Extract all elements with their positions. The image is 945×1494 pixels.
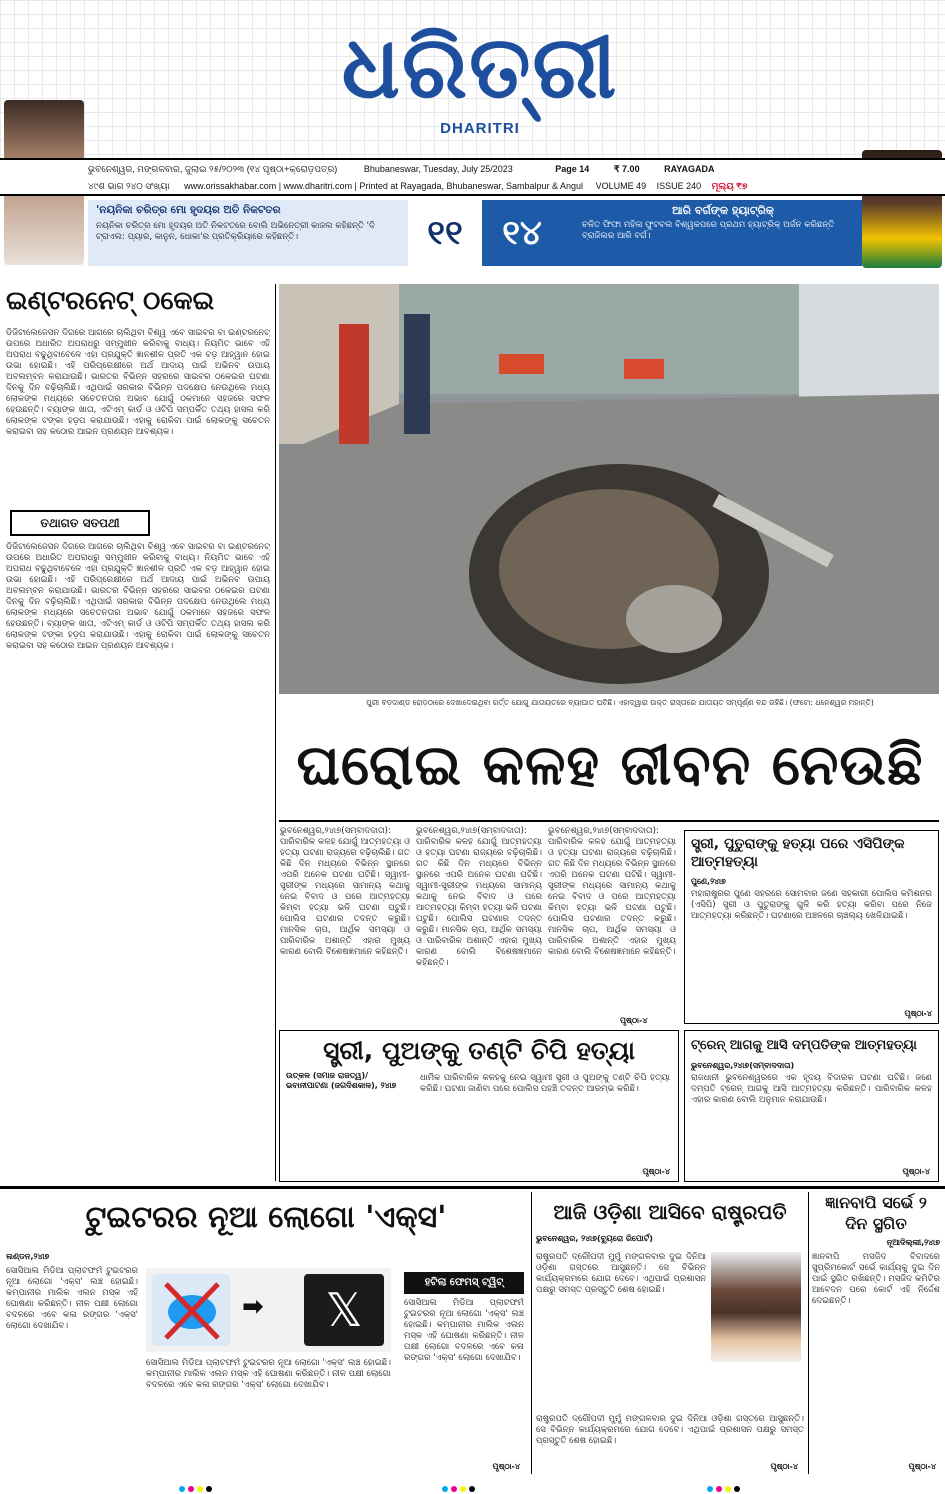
story-president bbox=[536, 1192, 804, 1474]
main-story-body-col1: ଭୁବନେଶ୍ୱର,୨୪ା୭(ସମ୍ବାଦଦାତା): ପାରିବାରିକ କଳହ ଯୋଗୁଁ ଆତ୍ମହତ୍ୟା ଓ ହତ୍ୟା ଘଟଣା ରାଜ୍ୟରେ ବଢ଼ିଚାଲିଛି। ଗତ କିଛି ଦିନ ମଧ୍ୟରେ ବିଭିନ୍ନ ସ୍ଥାନରେ ଏପରି ଅନେକ ଘଟଣା ଘଟିଛି। ସ୍ୱାମୀ-ସ୍ତ୍ରୀଙ୍କ ମଧ୍ୟରେ ସାମାନ୍ୟ କଥାକୁ ନେଇ ବିବାଦ ଓ ପରେ ଆତ୍ମହତ୍ୟା କିମ୍ବା ହତ୍ୟା ଭଳି ଘଟଣା ଘଟୁଛି। ପୋଲିସ ଘଟଣାର ତଦନ୍ତ କରୁଛି। ମାନସିକ ଚାପ, ଆର୍ଥିକ ସମସ୍ୟା ଓ ପାରିବାରିକ ଅଶାନ୍ତି ଏହାର ମୁଖ୍ୟ କାରଣ ବୋଲି ବିଶେଷଜ୍ଞମାନେ କହିଛନ୍ତି। bbox=[280, 826, 410, 957]
story-gyanvapi-body: ଜ୍ଞାନବାପି ମସଜିଦ ବିବାଦରେ ସୁପ୍ରିମକୋର୍ଟ ସର୍ଭେ କାର୍ଯ୍ୟକୁ ଦୁଇ ଦିନ ପାଇଁ ସ୍ଥଗିତ ରଖିଛନ୍ତି। ମସଜିଦ କମିଟିର ଆବେଦନ ପରେ କୋର୍ଟ ଏହି ନିର୍ଦ୍ଦେଶ ଦେଇଛନ୍ତି। bbox=[812, 1252, 940, 1306]
story-gyanvapi-continued[interactable]: ପୃଷ୍ଠା-୪ bbox=[908, 1462, 936, 1471]
pothole-photo bbox=[279, 284, 939, 694]
president-photo bbox=[711, 1252, 801, 1362]
story-wife-son-headline: ସ୍ତ୍ରୀ, ପୁଅଙ୍କୁ ତଣ୍ଟି ଚିପି ହତ୍ୟା bbox=[323, 1036, 635, 1065]
story-train-box bbox=[684, 1030, 939, 1182]
odia-date: ଭୁବନେଶ୍ୱର, ମଙ୍ଗଳବାର, ଜୁଲାଇ ୨୫/୨୦୨୩ (୧୪ ପୃଷ୍ଠା+କ୍ରୋଡ଼ପତ୍ର) bbox=[88, 164, 338, 174]
photo-caption: ପୁରୀ ବଡ଼ଦାଣ୍ଡ ରୋଡ଼ଠାରେ ଦେଖାଦେଇଥିବା ଗର୍ତ୍ତ ଯୋଗୁ ଯାତାୟତରେ ବ୍ୟାଘାତ ଘଟିଛି। ଏହାଦ୍ୱାରା ଉକ୍ତ ରାସ୍ତାରେ ଯାତାୟତ ସମ୍ପୂର୍ଣ୍ଣ ବନ୍ଦ ରହିଛି। (ଫଟୋ: ଧନେଶ୍ୱର ମହାନ୍ତି) bbox=[366, 698, 874, 707]
story-president-continued[interactable]: ପୃଷ୍ଠା-୪ bbox=[770, 1462, 798, 1471]
promo-right[interactable] bbox=[562, 200, 862, 266]
story-twitter-headline: ଟୁଇଟରର ନୂଆ ଲୋଗୋ 'ଏକ୍ସ' bbox=[85, 1200, 447, 1235]
story-wife-son-box bbox=[279, 1030, 679, 1182]
logo-odia: ଧରିତ୍ରୀ bbox=[341, 17, 619, 118]
main-rule bbox=[279, 820, 939, 822]
story-gyanvapi-dateline: ନୂଆଦିଲ୍ଲୀ,୨୪ା୭ bbox=[886, 1238, 940, 1247]
bottom-rule-2 bbox=[808, 1192, 809, 1474]
story-train-continued[interactable]: ପୃଷ୍ଠା-୪ bbox=[902, 1167, 930, 1176]
story-twitter-body-col3: ସୋସିଆଲ ମିଡିଆ ପ୍ଲାଟଫର୍ମ ଟୁଇଟରର ନୂଆ ଲୋଗୋ 'ଏକ୍ସ' ଲଞ୍ଚ ହୋଇଛି। କମ୍ପାନୀର ମାଲିକ ଏଲନ ମସ୍କ ଏହି ଘୋଷଣା କରିଛନ୍ତି। ନୀଳ ପକ୍ଷୀ ଲୋଗୋ ବଦଳରେ ଏବେ କଳା ରଙ୍ଗର 'ଏକ୍ସ' ଲୋଗୋ ଦେଖାଯିବ। bbox=[404, 1298, 524, 1363]
registration-dots bbox=[0, 1483, 945, 1494]
main-story-body-col3: ଭୁବନେଶ୍ୱର,୨୪ା୭(ସମ୍ବାଦଦାତା): ପାରିବାରିକ କଳହ ଯୋଗୁଁ ଆତ୍ମହତ୍ୟା ଓ ହତ୍ୟା ଘଟଣା ରାଜ୍ୟରେ ବଢ଼ିଚାଲିଛି। ଗତ କିଛି ଦିନ ମଧ୍ୟରେ ବିଭିନ୍ନ ସ୍ଥାନରେ ଏପରି ଅନେକ ଘଟଣା ଘଟିଛି। ସ୍ୱାମୀ-ସ୍ତ୍ରୀଙ୍କ ମଧ୍ୟରେ ସାମାନ୍ୟ କଥାକୁ ନେଇ ବିବାଦ ଓ ପରେ ଆତ୍ମହତ୍ୟା କିମ୍ବା ହତ୍ୟା ଭଳି ଘଟଣା ଘଟୁଛି। ପୋଲିସ ଘଟଣାର ତଦନ୍ତ କରୁଛି। ମାନସିକ ଚାପ, ଆର୍ଥିକ ସମସ୍ୟା ଓ ପାରିବାରିକ ଅଶାନ୍ତି ଏହାର ମୁଖ୍ୟ କାରଣ ବୋଲି ବିଶେଷଜ୍ଞମାନେ କହିଛନ୍ତି। bbox=[548, 826, 676, 957]
main-story-continued[interactable]: ପୃଷ୍ଠା-୪ bbox=[620, 1016, 648, 1025]
story-twitter-continued[interactable]: ପୃଷ୍ଠା-୪ bbox=[492, 1462, 520, 1471]
bottom-rule-1 bbox=[531, 1192, 532, 1474]
promo-left-body: ନୟନିକା ଚରିତ୍ର ମୋ ହୃଦୟର ଅତି ନିକଟତରେ ବୋଲି ଅଭିନେତ୍ରୀ କାଜଲ କହିଛନ୍ତି 'ଦି ଟ୍ରାଏଲ: ପ୍ୟାର, କାନୁନ, ଧୋକା'ର ପ୍ରତିକ୍ରିୟାରେ କହିଛନ୍ତି। bbox=[96, 221, 375, 242]
main-story-body-col2: ଭୁବନେଶ୍ୱର,୨୪ା୭(ସମ୍ବାଦଦାତା): ପାରିବାରିକ କଳହ ଯୋଗୁଁ ଆତ୍ମହତ୍ୟା ଓ ହତ୍ୟା ଘଟଣା ରାଜ୍ୟରେ ବଢ଼ିଚାଲିଛି। ଗତ କିଛି ଦିନ ମଧ୍ୟରେ ବିଭିନ୍ନ ସ୍ଥାନରେ ଏପରି ଅନେକ ଘଟଣା ଘଟିଛି। ସ୍ୱାମୀ-ସ୍ତ୍ରୀଙ୍କ ମଧ୍ୟରେ ସାମାନ୍ୟ କଥାକୁ ନେଇ ବିବାଦ ଓ ପରେ ଆତ୍ମହତ୍ୟା କିମ୍ବା ହତ୍ୟା ଭଳି ଘଟଣା ଘଟୁଛି। ପୋଲିସ ଘଟଣାର ତଦନ୍ତ କରୁଛି। ମାନସିକ ଚାପ, ଆର୍ଥିକ ସମସ୍ୟା ଓ ପାରିବାରିକ ଅଶାନ୍ତି ଏହାର ମୁଖ୍ୟ କାରଣ ବୋଲି ବିଶେଷଜ୍ଞମାନେ କହିଛନ୍ତି। bbox=[416, 826, 542, 968]
story-twitter-body-col2: ସୋସିଆଲ ମିଡିଆ ପ୍ଲାଟଫର୍ମ ଟୁଇଟରର ନୂଆ ଲୋଗୋ 'ଏକ୍ସ' ଲଞ୍ଚ ହୋଇଛି। କମ୍ପାନୀର ମାଲିକ ଏଲନ ମସ୍କ ଏହି ଘୋଷଣା କରିଛନ୍ତି। ନୀଳ ପକ୍ଷୀ ଲୋଗୋ ବଦଳରେ ଏବେ କଳା ରଙ୍ଗର 'ଏକ୍ସ' ଲୋଗୋ ଦେଖାଯିବ। bbox=[146, 1358, 391, 1390]
story-train-body: ରାଜଧାନୀ ଭୁବନେଶ୍ୱରରେ ଏକ ହୃଦୟ ବିଦାରକ ଘଟଣା ଘଟିଛି। ଜଣେ ଦମ୍ପତି ଟ୍ରେନ୍ ଆଗକୁ ଆସି ଆତ୍ମହତ୍ୟା କରିଛନ୍ତି। ପାରିବାରିକ କଳହ ଏହାର କାରଣ ବୋଲି ଅନୁମାନ କରାଯାଉଛି। bbox=[691, 1073, 932, 1105]
story-twitter-body-col1: ସୋସିଆଲ ମିଡିଆ ପ୍ଲାଟଫର୍ମ ଟୁଇଟରର ନୂଆ ଲୋଗୋ 'ଏକ୍ସ' ଲଞ୍ଚ ହୋଇଛି। କମ୍ପାନୀର ମାଲିକ ଏଲନ ମସ୍କ ଏହି ଘୋଷଣା କରିଛନ୍ତି। ନୀଳ ପକ୍ଷୀ ଲୋଗୋ ବଦଳରେ ଏବେ କଳା ରଙ୍ଗର 'ଏକ୍ସ' ଲୋଗୋ ଦେଖାଯିବ। bbox=[6, 1266, 138, 1331]
story-asi-headline: ସ୍ତ୍ରୀ, ପୁତୁରାଙ୍କୁ ହତ୍ୟା ପରେ ଏସିପିଙ୍କ ଆତ୍ମହତ୍ୟା bbox=[691, 836, 905, 870]
odia-price: ମୂଲ୍ୟ ₹୭ bbox=[711, 181, 748, 191]
odia-volume: ୪୯ଶ ଭାଗ ୨୪୦ ସଂଖ୍ୟା bbox=[88, 181, 170, 191]
photo-illustration bbox=[279, 284, 939, 694]
article-internet-body-continued: ଡିଜିଟାଲେଜେସନ ଦିଗରେ ଆଗରେ ଚାଲିଥିବା ବିଶ୍ୱ ଏବେ ସାଇବର ବା ଇଣ୍ଟରନେଟ୍ ଉପରେ ଅଧାରିତ ଅପରାଧରୁ ସମ୍ମୁଖୀନ କରିବାକୁ ବାଧ୍ୟ। ନିୟମିତ ଭାବେ ଏହି ଅପରାଧ ବଢୁଥିବାବେଳେ ଏହା ପ୍ରଯୁକ୍ତି ଜ୍ଞାନଶୀଳ ପ୍ରତି ଏକ ବଡ଼ ଆହ୍ୱାନ ହୋଇ ଉଭା ହୋଇଛି। ଏହି ପରିପ୍ରେକ୍ଷୀରେ ଅର୍ଥ ଆଦାୟ ପାଇଁ ଅଭିନବ ଉପାୟ ଅବଲମ୍ବନ କରାଯାଉଛି। ଭାରତର ବିଭିନ୍ନ ସହରରେ ସାଇବର ଠକେଇର ଘଟଣା ଦିନକୁ ଦିନ ବଢ଼ିଚାଲିଛି। ଏଥିପାଇଁ ସରକାର ବିଭିନ୍ନ ପଦକ୍ଷେପ ନେଉଥିଲେ ମଧ୍ୟ ଲୋକଙ୍କ ମଧ୍ୟରେ ସଚେତନତାର ଅଭାବ ଯୋଗୁଁ ଠକମାନେ ସହଜରେ ସଫଳ ହେଉଛନ୍ତି। ବ୍ୟାଙ୍କ ଖାତା, ଏଟିଏମ୍ କାର୍ଡ ଓ ଓଟିପି ସମ୍ପର୍କିତ ତଥ୍ୟ ହାସଲ କରି ଲୋକଙ୍କ ଟଙ୍କା ହଡ଼ପ କରାଯାଉଛି। ଏହାକୁ ରୋକିବା ପାଇଁ ଲୋକଙ୍କୁ ସଚେତନ କରାଇବା ସହ କଠୋର ଆଇନ ପ୍ରଣୟନ ଆବଶ୍ୟକ। bbox=[6, 542, 270, 651]
story-asi-dateline: ପୁଣେ,୨୪ା୭ bbox=[691, 877, 726, 886]
price: ₹ 7.00 bbox=[613, 164, 640, 174]
column-rule bbox=[275, 284, 276, 1181]
promo-left-title: 'ନୟନିକା ଚରିତ୍ର ମୋ ହୃଦୟର ଅତି ନିକଟତର bbox=[96, 204, 281, 216]
promo-page-left bbox=[408, 200, 482, 266]
bottom-section-rule bbox=[0, 1186, 945, 1189]
promo-page-right bbox=[482, 200, 562, 266]
main-story-headline: ଘରୋଇ କଳହ ଜୀବନ ନେଉଛି bbox=[296, 733, 924, 798]
promo-page-right-number: ୧୪ bbox=[502, 213, 542, 253]
story-president-headline: ଆଜି ଓଡ଼ିଶା ଆସିବେ ରାଷ୍ଟ୍ରପତି bbox=[553, 1200, 787, 1224]
english-date: Bhubaneswar, Tuesday, July 25/2023 bbox=[363, 164, 513, 174]
story-twitter-dateline: ଲଣ୍ଡନ,୨୪ା୭ bbox=[6, 1252, 50, 1261]
story-gyanvapi bbox=[812, 1192, 940, 1474]
logo-english: DHARITRI bbox=[440, 120, 520, 137]
story-asi-box bbox=[684, 830, 939, 1024]
story-wife-son-dateline: ଉତ୍କଳ (ସମାଜ ରାଜତ୍ୱ)/ ଭବାନୀପାଟଣା (ଜଗଦିଶକାଳ), ୨୪ା୭ bbox=[286, 1071, 397, 1090]
article-internet-headline: ଇଣ୍ଟରନେଟ୍ ଠକେଇ bbox=[6, 286, 215, 316]
story-train-headline: ଟ୍ରେନ୍ ଆଗକୁ ଆସି ଦମ୍ପତିଙ୍କ ଆତ୍ମହତ୍ୟା bbox=[691, 1038, 917, 1053]
websites: www.orissakhabar.com | www.dharitri.com | Printed at Rayagada, Bhubaneswar, Sambalpur & Angul bbox=[184, 181, 584, 191]
story-wife-son-continued[interactable]: ପୃଷ୍ଠା-୪ bbox=[642, 1167, 670, 1176]
registration-marks bbox=[0, 1480, 945, 1492]
story-president-body-continued: ରାଷ୍ଟ୍ରପତି ଦ୍ରୌପଦୀ ମୁର୍ମୁ ମଙ୍ଗଳବାର ଦୁଇ ଦିନିଆ ଓଡ଼ିଶା ଗସ୍ତରେ ଆସୁଛନ୍ତି। ସେ ବିଭିନ୍ନ କାର୍ଯ୍ୟକ୍ରମରେ ଯୋଗ ଦେବେ। ଏଥିପାଇଁ ପ୍ରଶାସନ ପକ୍ଷରୁ ସମସ୍ତ ପ୍ରସ୍ତୁତି ଶେଷ ହୋଇଛି। bbox=[536, 1414, 804, 1446]
x-logo-icon: 𝕏 bbox=[304, 1274, 384, 1346]
story-twitter bbox=[6, 1192, 526, 1474]
promo-right-title: ଆରି ବର୍ଗଙ୍କ ହ୍ୟାଟ୍ରିକ୍ bbox=[672, 204, 774, 217]
story-president-body: ରାଷ୍ଟ୍ରପତି ଦ୍ରୌପଦୀ ମୁର୍ମୁ ମଙ୍ଗଳବାର ଦୁଇ ଦିନିଆ ଓଡ଼ିଶା ଗସ୍ତରେ ଆସୁଛନ୍ତି। ସେ ବିଭିନ୍ନ କାର୍ଯ୍ୟକ୍ରମରେ ଯୋଗ ଦେବେ। ଏଥିପାଇଁ ପ୍ରଶାସନ ପକ୍ଷରୁ ସମସ୍ତ ପ୍ରସ୍ତୁତି ଶେଷ ହୋଇଛି। bbox=[536, 1252, 706, 1295]
twitter-bird-icon bbox=[152, 1274, 230, 1346]
info-bar bbox=[0, 158, 945, 196]
article-internet bbox=[6, 284, 270, 1181]
edition: RAYAGADA bbox=[664, 164, 715, 174]
article-internet-body: ଡିଜିଟାଲେଜେସନ ଦିଗରେ ଆଗରେ ଚାଲିଥିବା ବିଶ୍ୱ ଏବେ ସାଇବର ବା ଇଣ୍ଟରନେଟ୍ ଉପରେ ଅଧାରିତ ଅପରାଧରୁ ସମ୍ମୁଖୀନ କରିବାକୁ ବାଧ୍ୟ। ନିୟମିତ ଭାବେ ଏହି ଅପରାଧ ବଢୁଥିବାବେଳେ ଏହା ପ୍ରଯୁକ୍ତି ଜ୍ଞାନଶୀଳ ପ୍ରତି ଏକ ବଡ଼ ଆହ୍ୱାନ ହୋଇ ଉଭା ହୋଇଛି। ଏହି ପରିପ୍ରେକ୍ଷୀରେ ଅର୍ଥ ଆଦାୟ ପାଇଁ ଅଭିନବ ଉପାୟ ଅବଲମ୍ବନ କରାଯାଉଛି। ଭାରତର ବିଭିନ୍ନ ସହରରେ ସାଇବର ଠକେଇର ଘଟଣା ଦିନକୁ ଦିନ ବଢ଼ିଚାଲିଛି। ଏଥିପାଇଁ ସରକାର ବିଭିନ୍ନ ପଦକ୍ଷେପ ନେଉଥିଲେ ମଧ୍ୟ ଲୋକଙ୍କ ମଧ୍ୟରେ ସଚେତନତାର ଅଭାବ ଯୋଗୁଁ ଠକମାନେ ସହଜରେ ସଫଳ ହେଉଛନ୍ତି। ବ୍ୟାଙ୍କ ଖାତା, ଏଟିଏମ୍ କାର୍ଡ ଓ ଓଟିପି ସମ୍ପର୍କିତ ତଥ୍ୟ ହାସଲ କରି ଲୋକଙ୍କ ଟଙ୍କା ହଡ଼ପ କରାଯାଉଛି। ଏହାକୁ ରୋକିବା ପାଇଁ ଲୋକଙ୍କୁ ସଚେତନ କରାଇବା ସହ କଠୋର ଆଇନ ପ୍ରଣୟନ ଆବଶ୍ୟକ। bbox=[6, 328, 270, 437]
promo-left[interactable] bbox=[88, 200, 408, 266]
promo-right-body: ଚଳିତ ଫିଫା ମହିଳା ଫୁଟବଲ ବିଶ୍ୱକପରେ ପ୍ରଥମ ହ୍ୟାଟ୍ରିକ୍ ଅର୍ଜନ କରିଛନ୍ତି ବ୍ରାଜିଲର ଆରି ବର୍ଗ। bbox=[582, 220, 835, 241]
crossed-bird-icon bbox=[152, 1274, 230, 1346]
story-asi-continued[interactable]: ପୃଷ୍ଠା-୪ bbox=[904, 1009, 932, 1018]
story-train-dateline: ଭୁବନେଶ୍ୱର,୨୪ା୭(ସମ୍ବାଦଦାତା) bbox=[691, 1061, 795, 1070]
page-number: Page 14 bbox=[555, 164, 590, 174]
arrow-icon: ➡ bbox=[242, 1292, 264, 1322]
promo-page-left-number: ୧୧ bbox=[427, 213, 463, 253]
story-wife-son-body: ଧାର୍ମିକ ପାରିବାରିକ କଳହକୁ ନେଇ ସ୍ୱାମୀ ସ୍ତ୍ରୀ ଓ ପୁଅଙ୍କୁ ତଣ୍ଟି ଚିପି ହତ୍ୟା କରିଛି। ଘଟଣା ଜାଣିବା ପରେ ପୋଲିସ ପହଞ୍ଚି ତଦନ୍ତ ଆରମ୍ଭ କରିଛି। bbox=[420, 1073, 670, 1094]
story-twitter-feature-label[interactable]: ହଟିଲା ଫେମସ୍ ଟ୍ୱିଟ୍ bbox=[404, 1272, 524, 1294]
issue: ISSUE 240 bbox=[656, 181, 702, 191]
story-asi-body: ମହାରାଷ୍ଟ୍ରର ପୁଣେ ସହରରେ ସୋମବାର ଜଣେ ସହକାରୀ ପୋଲିସ କମିଶନର (ଏସିପି) ସ୍ତ୍ରୀ ଓ ପୁତୁରାଙ୍କୁ ଗୁଳି କରି ହତ୍ୟା କରିବା ପରେ ନିଜେ ଆତ୍ମହତ୍ୟା କରିଛନ୍ତି। ଘଟଣାରେ ଅଞ୍ଚଳରେ ଚାଞ୍ଚଲ୍ୟ ଖେଳିଯାଇଛି। bbox=[691, 889, 932, 921]
article-internet-author: ତଥାଗତ ସତପଥୀ bbox=[10, 510, 150, 536]
story-gyanvapi-headline: ଜ୍ଞାନବାପି ସର୍ଭେ ୨ ଦିନ ସ୍ଥଗିତ bbox=[825, 1193, 927, 1233]
story-president-dateline: ଭୁବନେଶ୍ୱର, ୨୪ା୭(ବ୍ୟୁରୋ ରିପୋର୍ଟ) bbox=[536, 1234, 653, 1243]
twitter-logo-graphic bbox=[146, 1268, 391, 1352]
volume: VOLUME 49 bbox=[595, 181, 647, 191]
